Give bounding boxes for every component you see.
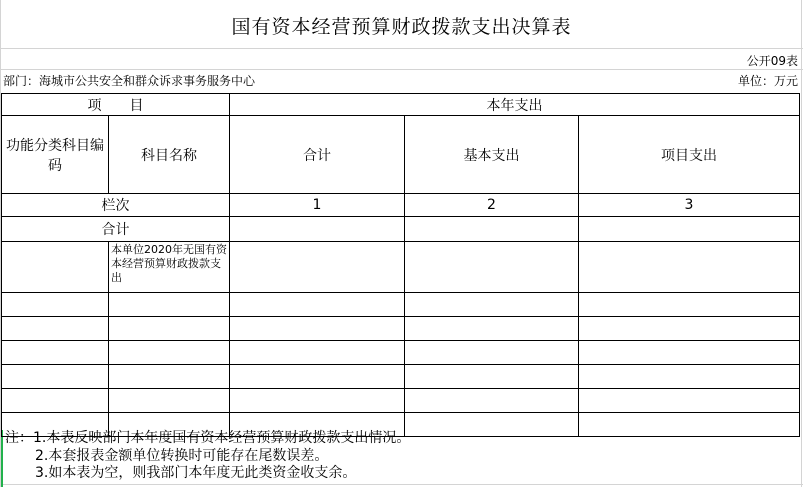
table-cell[interactable] — [579, 217, 800, 242]
expenditure-table — [1, 93, 800, 437]
footnote: 3.如本表为空，则我部门本年度无此类资金收支余。 — [35, 465, 357, 481]
no-expenditure-note[interactable]: 本单位2020年无国有资本经营预算财政拨款支出 — [109, 242, 230, 293]
table-cell[interactable] — [230, 341, 405, 365]
table-cell[interactable] — [405, 242, 579, 293]
table-cell[interactable] — [109, 317, 230, 341]
col-basic[interactable]: 基本支出 — [405, 116, 579, 194]
table-cell[interactable] — [2, 293, 109, 317]
page-title: 国有资本经营预算财政拨款支出决算表 — [231, 16, 572, 38]
table-cell[interactable] — [579, 242, 800, 293]
table-cell[interactable] — [230, 217, 405, 242]
col-project[interactable]: 项目支出 — [579, 116, 800, 194]
table-cell[interactable] — [579, 341, 800, 365]
gridline — [0, 48, 803, 49]
table-cell[interactable] — [579, 293, 800, 317]
unit-label: 单位：万元 — [737, 74, 798, 88]
table-cell[interactable] — [405, 389, 579, 413]
index-2[interactable]: 2 — [405, 194, 579, 217]
department-label: 部门：海城市公共安全和群众诉求事务服务中心 — [3, 74, 256, 88]
col-total[interactable]: 合计 — [230, 116, 405, 194]
footnotes — [5, 430, 410, 483]
table-cell[interactable] — [230, 317, 405, 341]
footnote: 2.本套报表金额单位转换时可能存在尾数误差。 — [35, 447, 329, 464]
table-cell[interactable] — [579, 389, 800, 413]
gridline — [801, 0, 802, 487]
form-code: 公开09表 — [746, 54, 798, 68]
table-cell[interactable] — [2, 389, 109, 413]
table-cell[interactable] — [109, 293, 230, 317]
table-cell[interactable] — [230, 389, 405, 413]
index-3[interactable]: 3 — [579, 194, 800, 217]
table-cell[interactable] — [2, 317, 109, 341]
table-cell[interactable] — [2, 365, 109, 389]
gridline — [0, 484, 803, 485]
col-func-code[interactable]: 功能分类科目编码 — [2, 116, 109, 194]
table-cell[interactable] — [109, 341, 230, 365]
table-cell[interactable] — [405, 317, 579, 341]
table-cell[interactable] — [405, 293, 579, 317]
selection-indicator — [1, 430, 3, 487]
row-index-label[interactable]: 栏次 — [2, 194, 230, 217]
col-name[interactable]: 科目名称 — [109, 116, 230, 194]
table-cell[interactable] — [579, 317, 800, 341]
header-current-year[interactable]: 本年支出 — [230, 94, 800, 116]
table-cell[interactable] — [230, 242, 405, 293]
table-cell[interactable] — [405, 365, 579, 389]
table-cell[interactable] — [2, 341, 109, 365]
table-cell[interactable] — [405, 341, 579, 365]
table-cell[interactable] — [109, 365, 230, 389]
index-1[interactable]: 1 — [230, 194, 405, 217]
table-cell[interactable] — [579, 365, 800, 389]
gridline — [0, 69, 803, 70]
table-cell[interactable] — [579, 413, 800, 437]
table-cell[interactable] — [405, 413, 579, 437]
header-item[interactable]: 项 目 — [2, 94, 230, 116]
footnote: 注：1.本表反映部门本年度国有资本经营预算财政拨款支出情况。 — [5, 430, 411, 446]
table-cell[interactable] — [109, 389, 230, 413]
table-cell[interactable] — [230, 365, 405, 389]
table-cell[interactable] — [2, 242, 109, 293]
table-cell[interactable] — [230, 293, 405, 317]
table-cell[interactable] — [405, 217, 579, 242]
row-total-label[interactable]: 合计 — [2, 217, 230, 242]
